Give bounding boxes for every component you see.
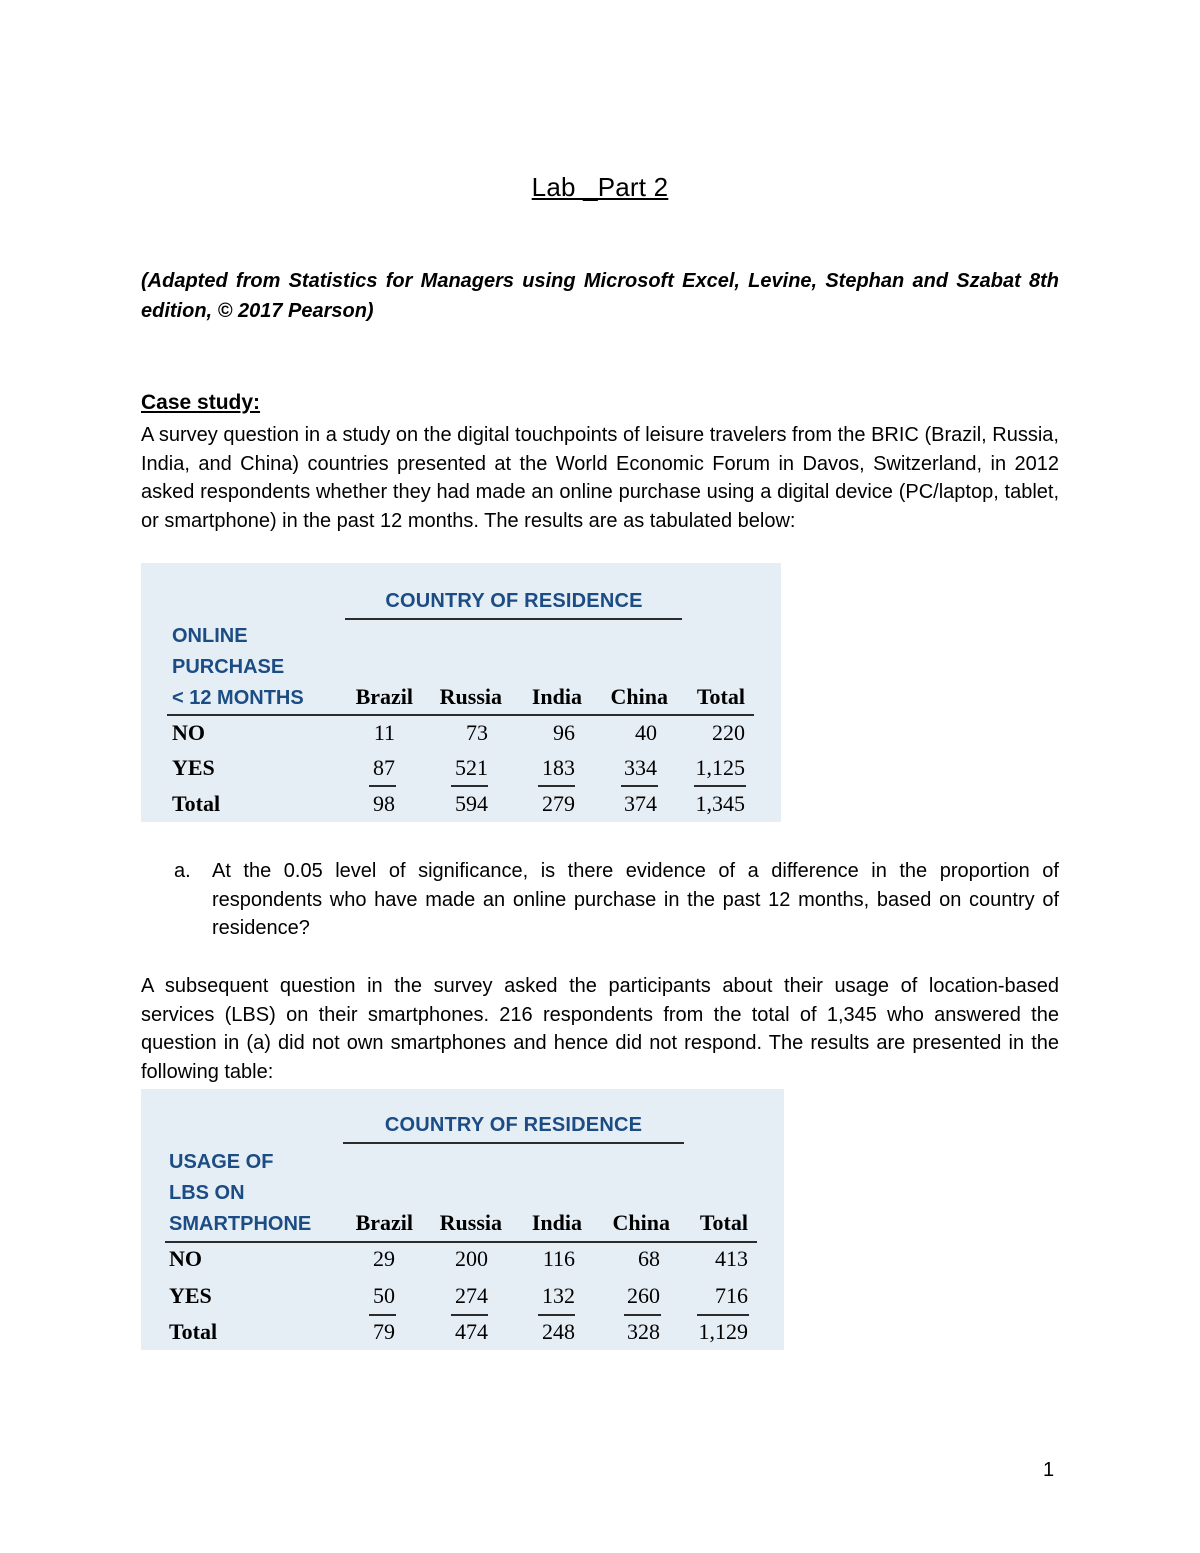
table-cell: 594: [455, 791, 488, 816]
header-rule: [165, 1241, 757, 1243]
table-cell: 183: [542, 755, 575, 780]
question-a: [174, 857, 1059, 943]
lbs-usage-table: [141, 1089, 784, 1350]
sum-rule: [621, 785, 658, 787]
row-label-total: Total: [169, 1319, 218, 1344]
column-header-brazil: Brazil: [355, 684, 413, 709]
column-header-china: China: [612, 1210, 670, 1235]
sum-rule: [538, 1314, 575, 1316]
row-variable-line: SMARTPHONE: [169, 1213, 312, 1235]
column-header-china: China: [610, 684, 668, 709]
sum-rule: [451, 1314, 488, 1316]
table-cell: 248: [542, 1319, 575, 1344]
table-cell: 132: [542, 1283, 575, 1308]
table-cell: 1,129: [698, 1319, 748, 1344]
table-cell: 87: [373, 755, 395, 780]
row-variable-line: LBS ON: [169, 1182, 245, 1204]
country-heading-rule: [345, 618, 682, 620]
sum-rule: [369, 785, 396, 787]
table-cell: 50: [373, 1283, 395, 1308]
sum-rule: [694, 785, 746, 787]
row-variable-line: < 12 MONTHS: [172, 687, 304, 709]
table-cell: 200: [455, 1246, 488, 1271]
column-header-india: India: [531, 684, 582, 709]
sum-rule: [451, 785, 488, 787]
table-cell: 521: [455, 755, 488, 780]
country-heading: COUNTRY OF RESIDENCE: [385, 590, 643, 612]
row-label-total: Total: [172, 791, 221, 816]
row-variable-line: PURCHASE: [172, 656, 285, 678]
table-cell: 79: [373, 1319, 395, 1344]
table-cell: 274: [455, 1283, 488, 1308]
table-cell: 474: [455, 1319, 488, 1344]
table-cell: 96: [553, 720, 575, 745]
table-cell: 413: [715, 1246, 748, 1271]
table-cell: 1,345: [695, 791, 745, 816]
column-header-india: India: [531, 1210, 582, 1235]
row-label-no: NO: [169, 1246, 202, 1271]
table-cell: 279: [542, 791, 575, 816]
country-heading: COUNTRY OF RESIDENCE: [384, 1114, 643, 1136]
question-text: At the 0.05 level of significance, is there evidence of a difference in the proportion of respondents who have made an online purchase in the past 12 months, based on country of residence?: [212, 860, 1059, 940]
table-cell: 98: [373, 791, 395, 816]
table-cell: 29: [373, 1246, 395, 1271]
table-cell: 328: [627, 1319, 660, 1344]
column-header-russia: Russia: [439, 684, 502, 709]
sum-rule: [697, 1314, 749, 1316]
row-label-yes: YES: [172, 755, 215, 780]
table-cell: 11: [373, 720, 395, 745]
table-cell: 260: [627, 1283, 660, 1308]
column-header-total: Total: [699, 1210, 748, 1235]
table-cell: 73: [466, 720, 488, 745]
case-study-heading: Case study:: [141, 391, 261, 414]
column-header-brazil: Brazil: [355, 1210, 413, 1235]
citation: (Adapted from Statistics for Managers using Microsoft Excel, Levine, Stephan and Szabat 8th edition, © 2017 Pearson): [141, 270, 1059, 322]
table-cell: 220: [712, 720, 745, 745]
page-title: Lab _Part 2: [531, 172, 669, 202]
row-variable-line: ONLINE: [172, 625, 248, 647]
table-cell: 374: [624, 791, 657, 816]
row-label-no: NO: [172, 720, 205, 745]
table-cell: 40: [635, 720, 657, 745]
question-marker: a.: [174, 860, 191, 882]
intro-paragraph: A survey question in a study on the digital touchpoints of leisure travelers from the BRIC (Brazil, Russia, India, and China) countries presented at the World Economic Forum in Davos, Switzerland, in 2012 asked respondents whether they had made an online purchase using a digital device (PC/laptop, tablet, or smartphone) in the past 12 months. The results are as tabulated below:: [141, 424, 1059, 532]
table-cell: 116: [542, 1246, 575, 1271]
table-cell: 334: [624, 755, 657, 780]
page-number: 1: [1043, 1459, 1055, 1481]
header-rule: [167, 714, 754, 716]
table-cell: 68: [638, 1246, 660, 1271]
sum-rule: [538, 785, 575, 787]
row-variable-label: [169, 1147, 311, 1240]
row-variable-label: [172, 621, 304, 714]
table-cell: 1,125: [695, 755, 745, 780]
row-variable-line: USAGE OF: [169, 1151, 274, 1173]
lbs-paragraph: A subsequent question in the survey asked the participants about their usage of location-based services (LBS) on their smartphones. 216 respondents from the total of 1,345 who answered the question in (a) did not own smartphones and hence did not respond. The results are presented in the following table:: [141, 975, 1059, 1083]
sum-rule: [369, 1314, 396, 1316]
sum-rule: [624, 1314, 661, 1316]
table-cell: 716: [715, 1283, 748, 1308]
country-heading-rule: [343, 1142, 684, 1144]
row-label-yes: YES: [169, 1283, 212, 1308]
column-header-russia: Russia: [439, 1210, 502, 1235]
column-header-total: Total: [696, 684, 745, 709]
online-purchase-table: [141, 563, 781, 822]
